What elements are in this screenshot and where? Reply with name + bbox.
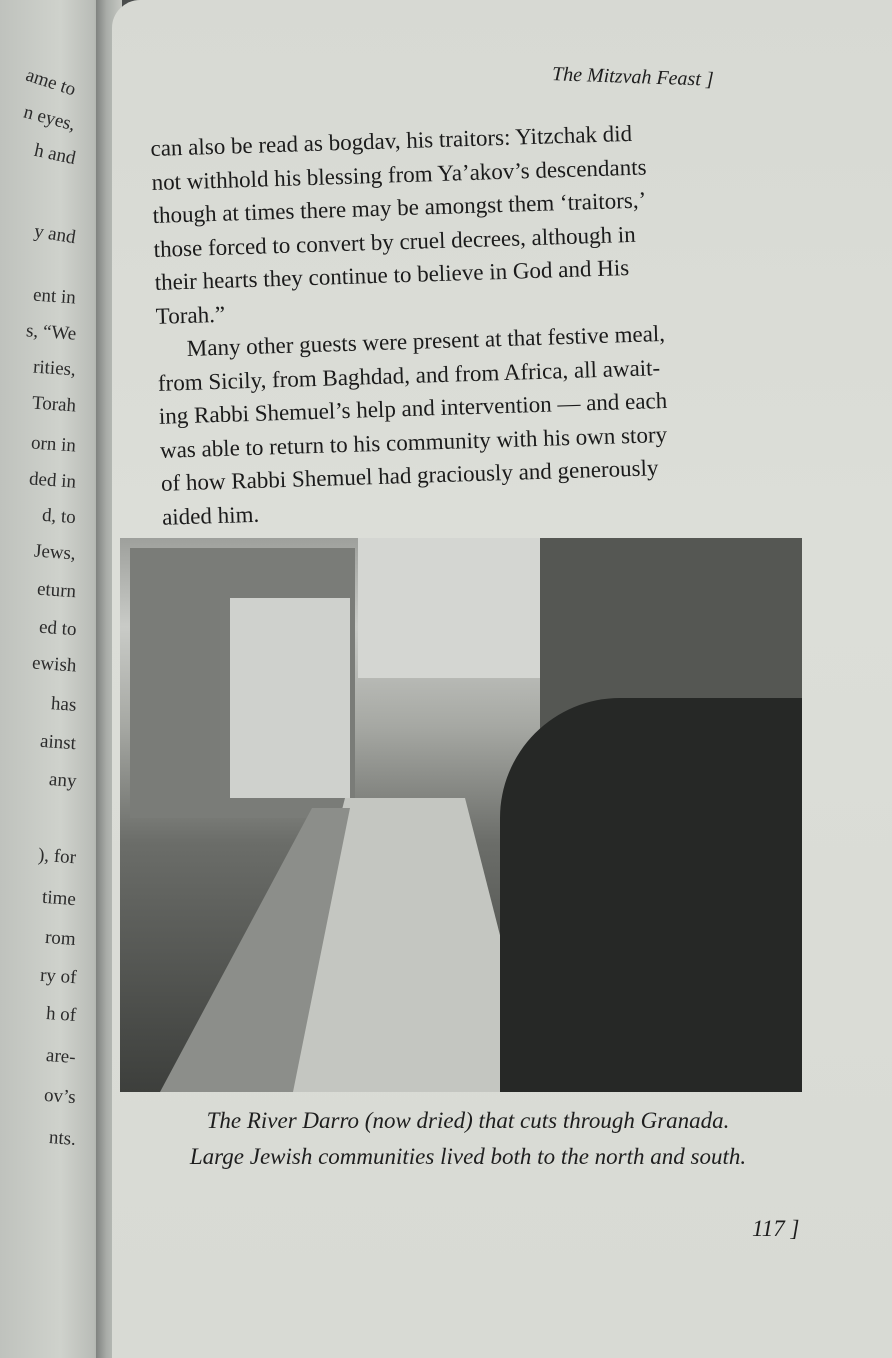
text-line: not withhold his blessing from Ya’akov’s descendants <box>151 153 647 195</box>
left-page-fragment: ), for <box>37 844 77 869</box>
page-number: 117 ] <box>752 1216 800 1241</box>
left-page-fragment: h and <box>32 139 78 170</box>
left-page-fragment: has <box>50 693 77 716</box>
left-page-fragment: d, to <box>41 504 77 529</box>
photograph-river-darro <box>120 538 802 1092</box>
left-page-fragment: rities, <box>32 356 77 381</box>
running-head: The Mitzvah Feast ] <box>551 63 715 91</box>
left-page-fragment: s, “We <box>25 320 77 345</box>
text-line: those forced to convert by cruel decrees, although in <box>153 221 637 262</box>
left-page-fragment: ewish <box>31 652 77 677</box>
left-page-fragment: ainst <box>39 730 77 755</box>
photo-trees <box>500 698 802 1092</box>
left-page-fragment: ded in <box>28 468 77 493</box>
photo-white-building <box>230 598 350 798</box>
body-text <box>150 112 792 534</box>
left-page-fragment: nts. <box>48 1127 77 1150</box>
left-page-fragment: ame to <box>22 64 79 101</box>
left-page-fragment: ed to <box>37 616 77 641</box>
text-line: though at times there may be amongst them ‘traitors,’ <box>152 187 647 228</box>
left-page-fragment: h of <box>45 1002 77 1027</box>
text-line: from Sicily, from Baghdad, and from Africa, all await- <box>157 354 661 396</box>
left-page-fragment: ry of <box>38 964 77 989</box>
left-page-fragment: orn in <box>30 432 77 457</box>
left-page-fragment: n eyes, <box>21 101 78 136</box>
left-page-fragment: eturn <box>36 578 77 603</box>
left-page <box>0 0 110 1358</box>
left-page-fragment: Jews, <box>33 540 77 565</box>
left-page-fragment: are- <box>45 1044 77 1069</box>
left-page-fragment: Torah <box>31 392 77 417</box>
text-line: aided him. <box>161 501 260 530</box>
text-line: can also be read as bogdav, his traitors: Yitzchak did <box>150 120 633 161</box>
text-line: was able to return to his community with his own story <box>159 421 668 463</box>
photo-caption-line-1: The River Darro (now dried) that cuts through Granada. <box>206 1108 730 1133</box>
left-page-fragment: ov’s <box>43 1084 77 1109</box>
left-page-fragment: time <box>41 886 77 911</box>
left-page-fragment: any <box>47 769 77 792</box>
text-line: ing Rabbi Shemuel’s help and intervention — and each <box>158 387 668 429</box>
text-line: of how Rabbi Shemuel had graciously and generously <box>160 455 659 496</box>
text-line: Many other guests were present at that festive meal, <box>186 320 666 361</box>
text-line: their hearts they continue to believe in God and His <box>154 255 630 295</box>
text-line: Torah.” <box>155 301 226 329</box>
left-page-fragment: y and <box>33 220 78 249</box>
left-page-fragment: ent in <box>32 284 77 309</box>
left-page-fragment: rom <box>44 926 77 951</box>
photo-caption-line-2: Large Jewish communities lived both to the north and south. <box>189 1144 747 1169</box>
